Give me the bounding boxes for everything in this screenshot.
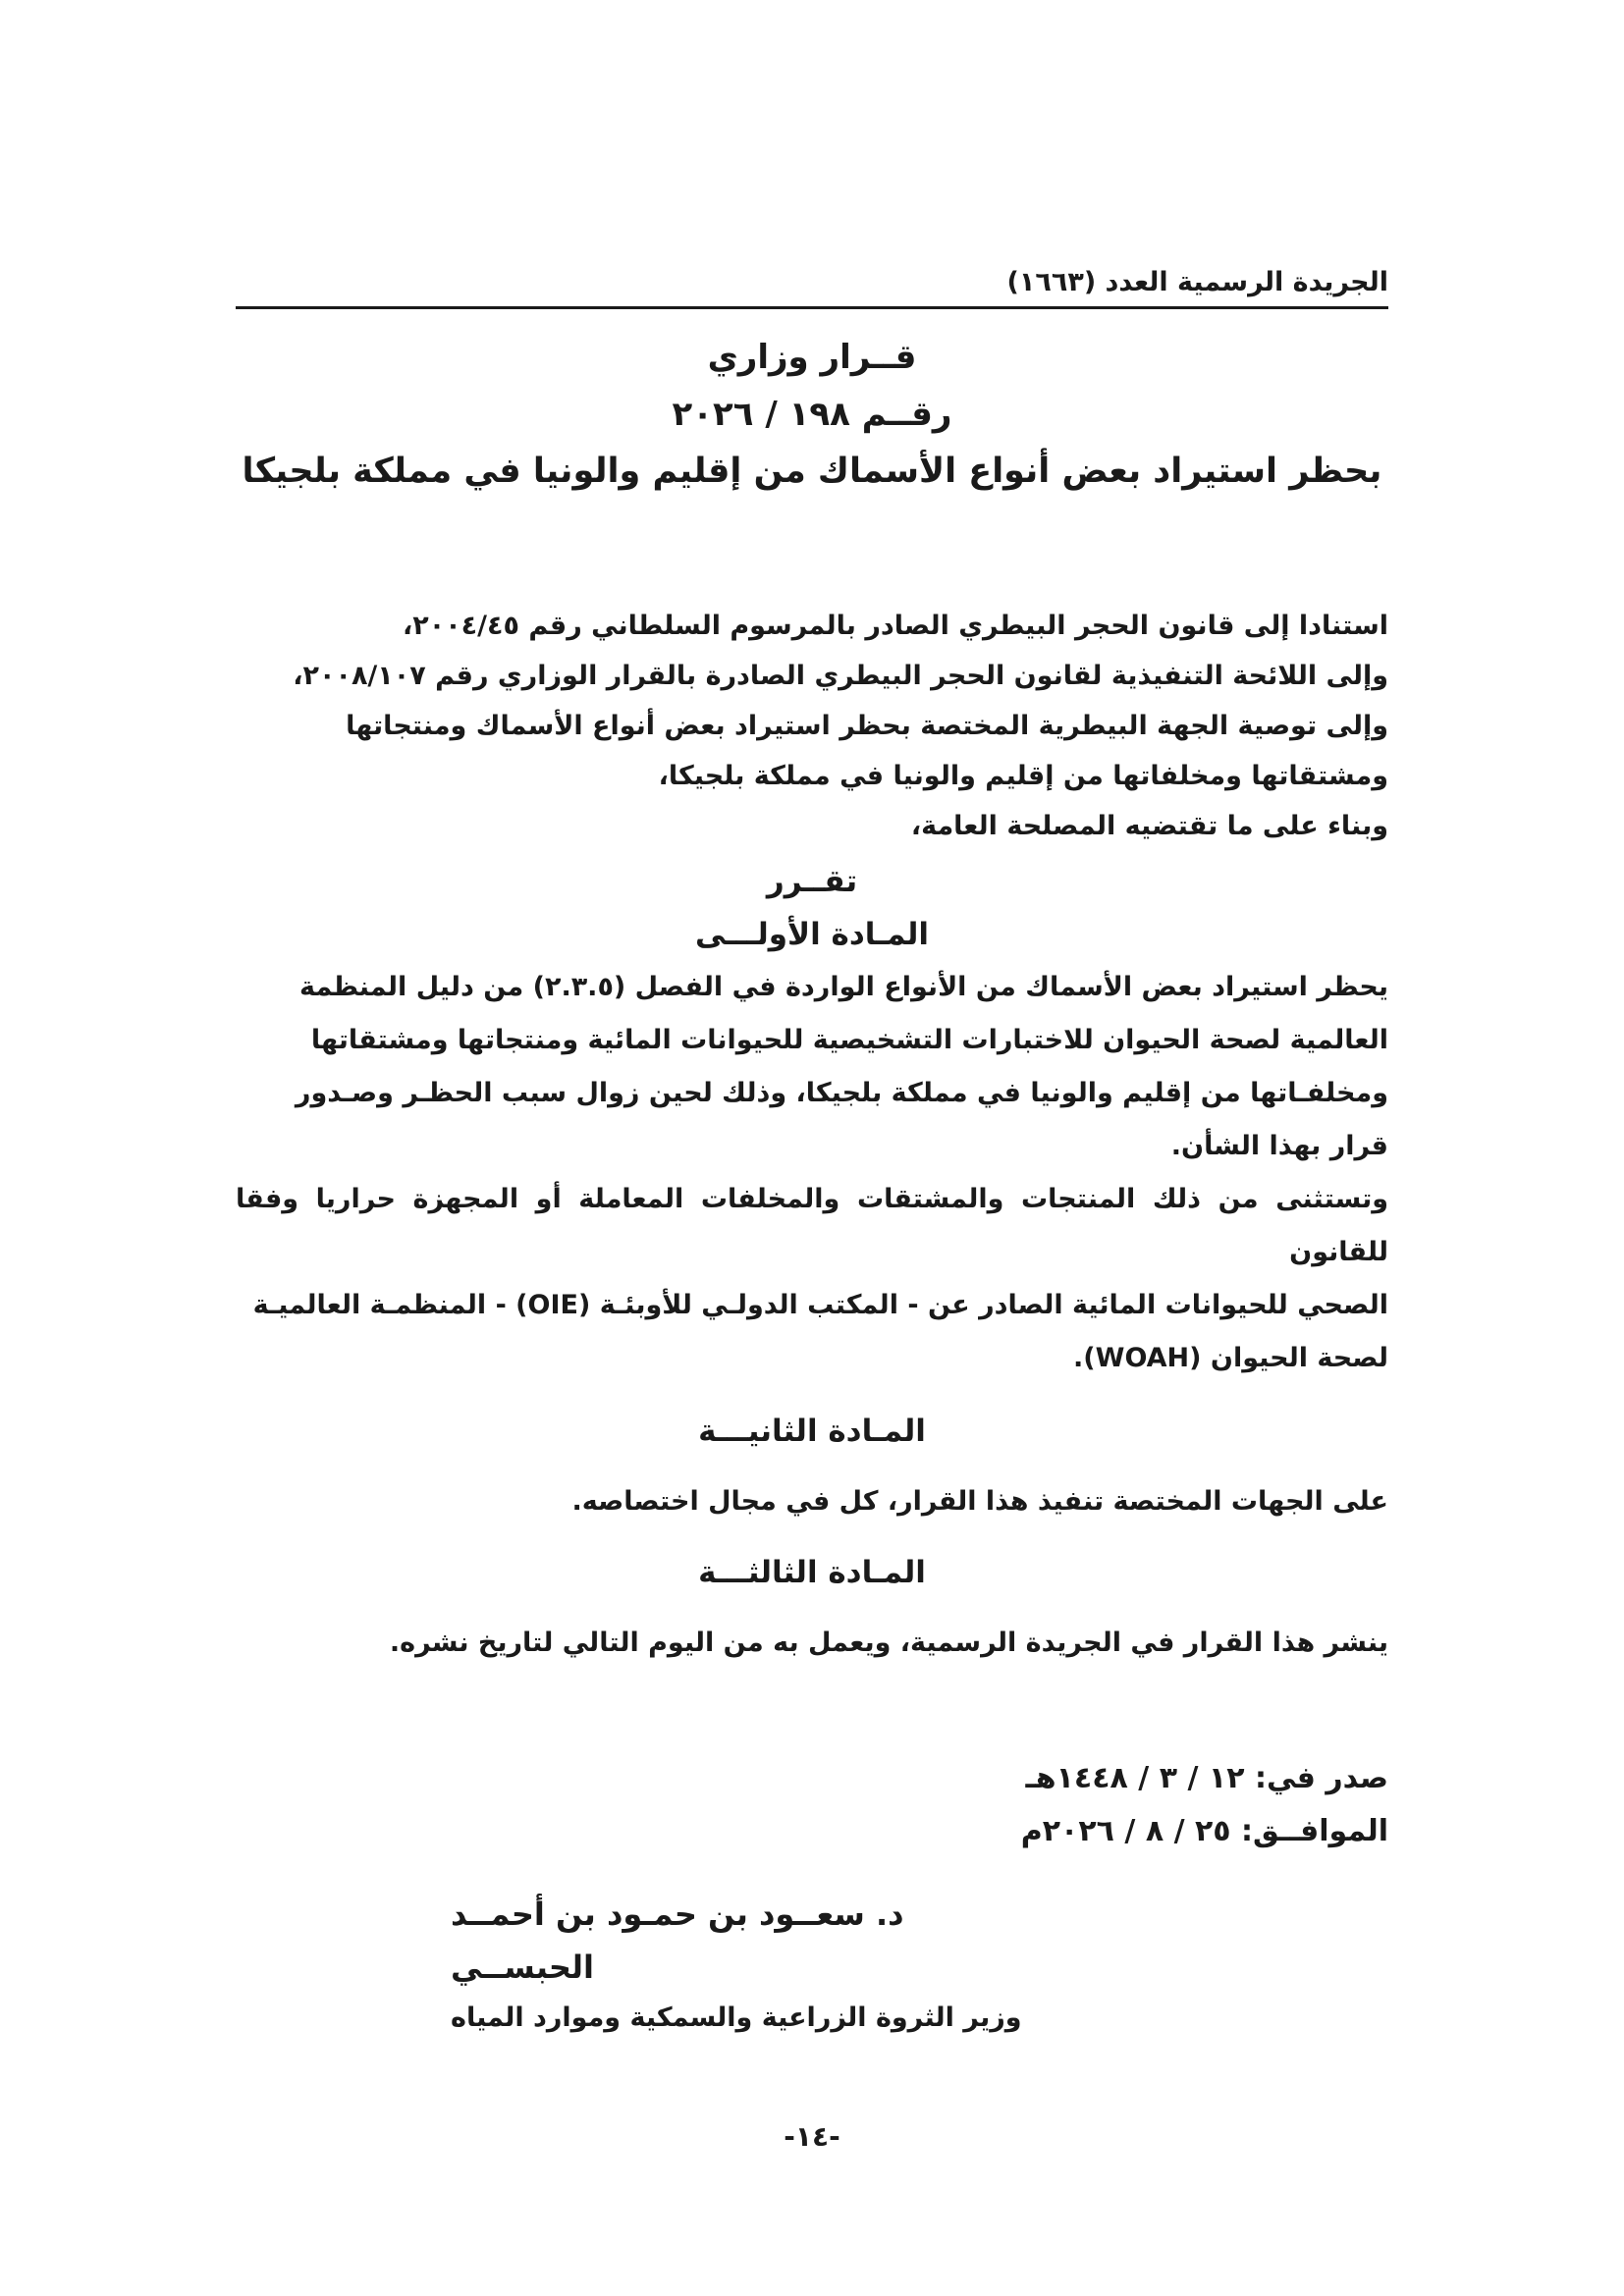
decision-kind: قــرار وزاري bbox=[707, 338, 917, 377]
article-line: قرار بهذا الشأن. bbox=[1170, 1131, 1388, 1161]
article-line: الصحي للحيوانات المائية الصادر عن - المكتب الدولـي للأوبئـة (OIE) - المنظمـة العالميـة bbox=[252, 1290, 1388, 1320]
header-divider bbox=[236, 306, 1388, 309]
article-1-paragraph-2 bbox=[236, 1173, 1388, 1385]
article-1-heading: المـادة الأولـــى bbox=[694, 917, 930, 952]
article-line: لصحة الحيوان (WOAH). bbox=[1073, 1343, 1388, 1373]
article-1-paragraph-1 bbox=[236, 961, 1388, 1173]
decides-heading: تقــرر bbox=[766, 864, 858, 899]
preamble bbox=[236, 601, 1388, 851]
signature-block bbox=[236, 1752, 1388, 2043]
article-line: العالمية لصحة الحيوان للاختبارات التشخيصية للحيوانات المائية ومنتجاتها ومشتقاتها bbox=[310, 1025, 1388, 1055]
decision-body bbox=[236, 601, 1388, 1668]
preamble-line: وإلى توصية الجهة البيطرية المختصة بحظر استيراد بعض أنواع الأسماك ومنتجاتها bbox=[346, 711, 1388, 741]
decision-title-block bbox=[236, 329, 1388, 500]
running-header: الجريدة الرسمية العدد (١٦٦٣) bbox=[1006, 267, 1388, 297]
decision-subject: بحظر استيراد بعض أنواع الأسماك من إقليم والونيا في مملكة بلجيكا bbox=[242, 452, 1382, 491]
article-line: ومخلفـاتها من إقليم والونيا في مملكة بلجيكا، وذلك لحين زوال سبب الحظـر وصـدور bbox=[295, 1078, 1388, 1108]
issued-date-gregorian: الموافــق: ٢٥ / ٨ / ٢٠٢٦م bbox=[1020, 1814, 1388, 1848]
article-line: وتستثنى من ذلك المنتجات والمشتقات والمخلفات المعاملة أو المجهزة حراريا وفقا للقانون bbox=[236, 1184, 1388, 1267]
article-2-paragraph bbox=[236, 1477, 1388, 1526]
issued-date-hijri: صدر في: ١٢ / ٣ / ١٤٤٨هـ bbox=[1025, 1761, 1388, 1795]
preamble-line: استنادا إلى قانون الحجر البيطري الصادر بالمرسوم السلطاني رقم ٢٠٠٤/٤٥، bbox=[402, 611, 1388, 641]
article-3-paragraph bbox=[236, 1619, 1388, 1668]
decision-number: رقــم ١٩٨ / ٢٠٢٦ bbox=[672, 395, 952, 434]
preamble-line: ومشتقاتها ومخلفاتها من إقليم والونيا في مملكة بلجيكا، bbox=[658, 761, 1388, 791]
article-line: على الجهات المختصة تنفيذ هذا القرار، كل في مجال اختصاصه. bbox=[571, 1486, 1388, 1517]
signer-title: وزير الثروة الزراعية والسمكية وموارد المياه bbox=[451, 2002, 1022, 2033]
article-3-heading: المـادة الثالثـــة bbox=[698, 1555, 926, 1590]
preamble-line: وبناء على ما تقتضيه المصلحة العامة، bbox=[910, 811, 1388, 841]
article-line: ينشر هذا القرار في الجريدة الرسمية، ويعمل به من اليوم التالي لتاريخ نشره. bbox=[389, 1628, 1388, 1658]
article-2-heading: المـادة الثانيـــة bbox=[698, 1414, 926, 1449]
signer-name: د. سعــود بن حمـود بن أحمــد الحبســي bbox=[451, 1896, 904, 1986]
preamble-line: وإلى اللائحة التنفيذية لقانون الحجر البيطري الصادرة بالقرار الوزاري رقم ٢٠٠٨/١٠٧، bbox=[293, 661, 1388, 691]
page-number: -١٤- bbox=[784, 2120, 840, 2153]
article-line: يحظر استيراد بعض الأسماك من الأنواع الواردة في الفصل (٢.٣.٥) من دليل المنظمة bbox=[299, 972, 1388, 1002]
